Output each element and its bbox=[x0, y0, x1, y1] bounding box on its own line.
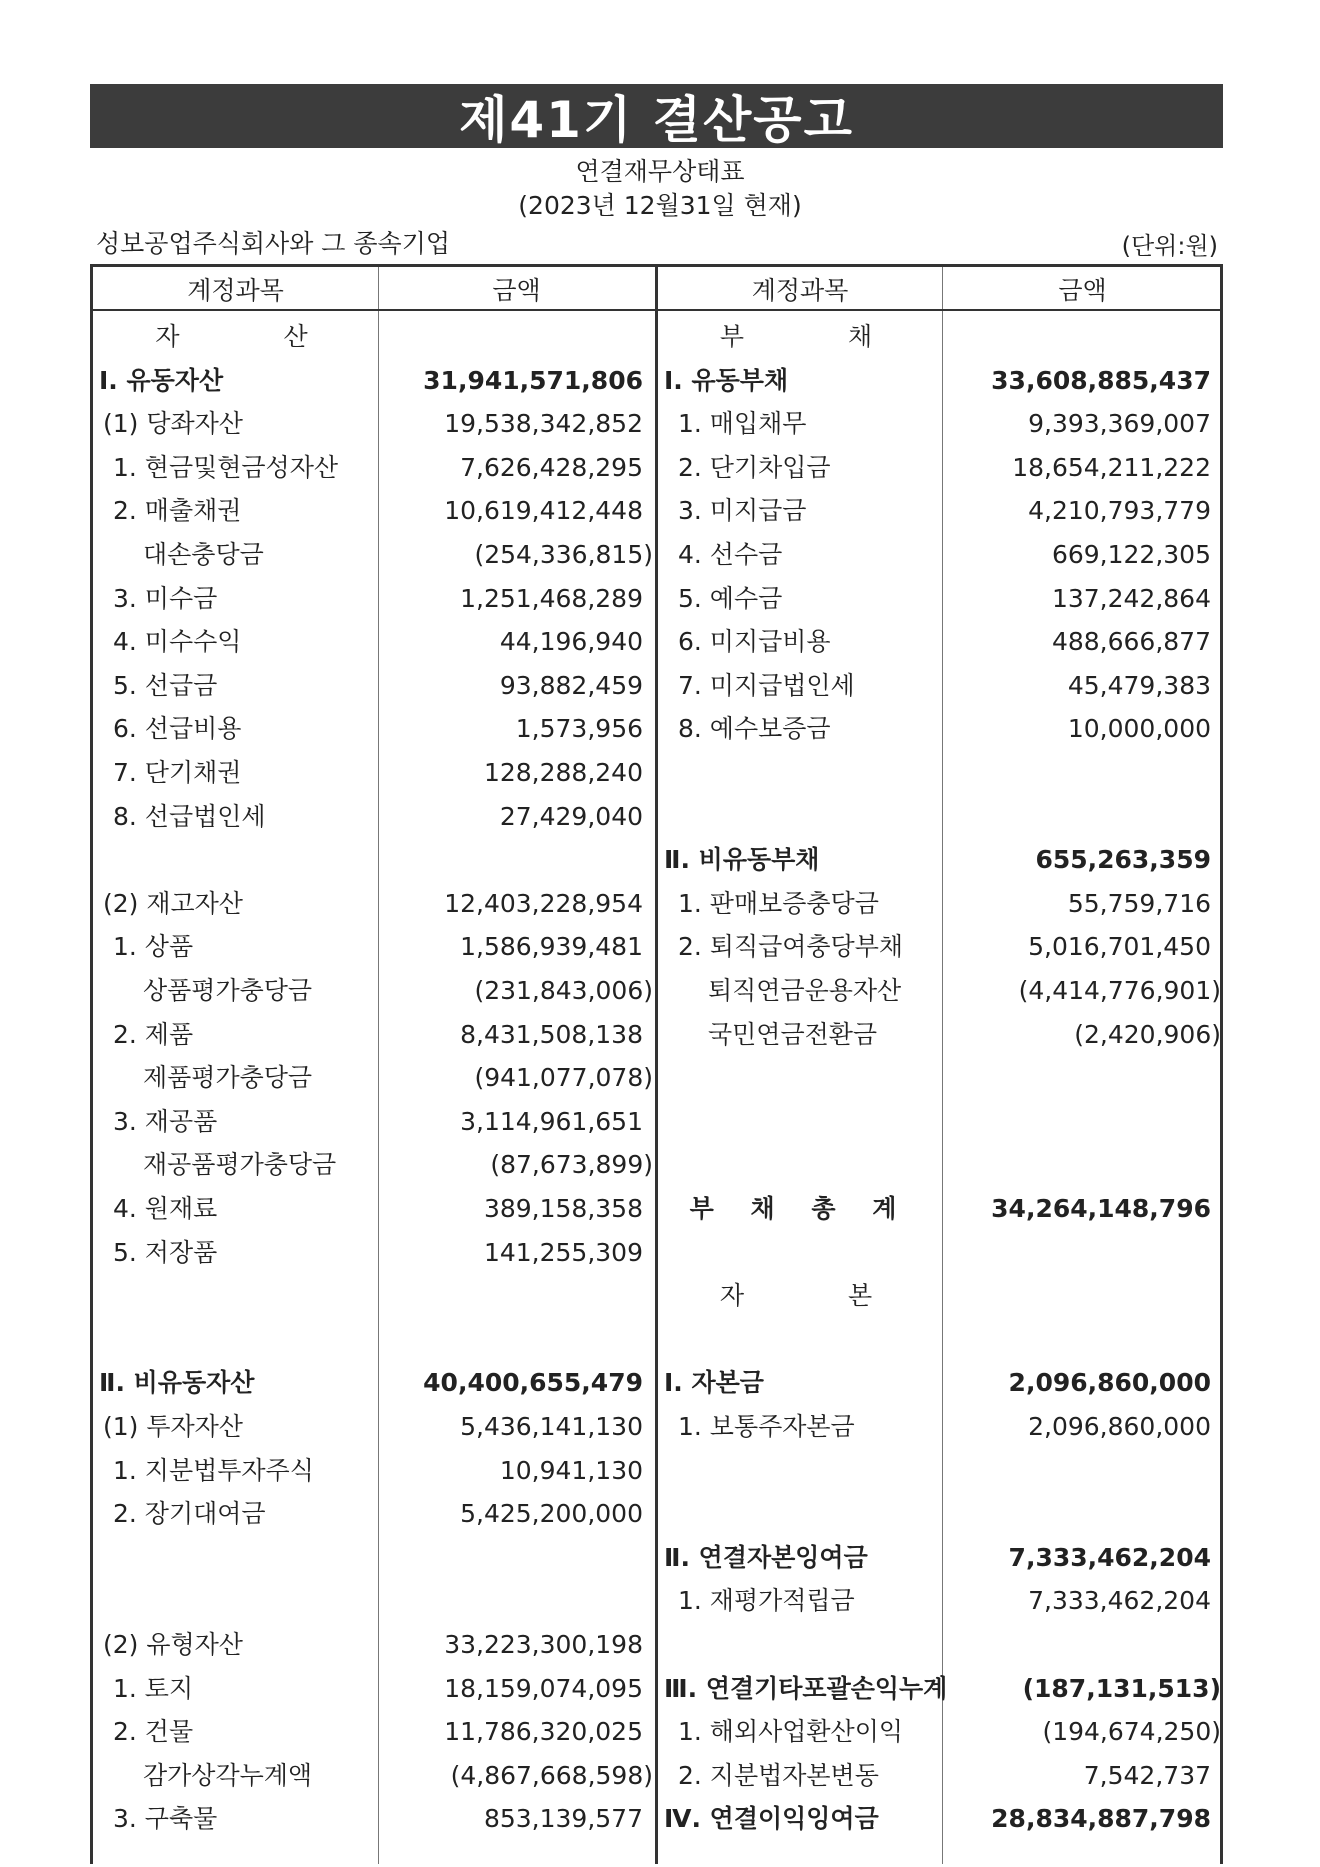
right-amount-value: 655,263,359 bbox=[1035, 845, 1211, 875]
left-account-label: 4. 원재료 bbox=[113, 1194, 218, 1223]
left-account-label: 7. 단기채권 bbox=[113, 758, 242, 787]
left-account-label: 제품평가충당금 bbox=[143, 1063, 313, 1093]
right-amount-value: (194,674,250) bbox=[1042, 1717, 1221, 1747]
left-amount-value: (87,673,899) bbox=[490, 1150, 653, 1180]
right-amount-value: 28,834,887,798 bbox=[991, 1804, 1211, 1834]
right-amount-value: 2,096,860,000 bbox=[1008, 1368, 1211, 1398]
left-amount-value: (254,336,815) bbox=[474, 540, 653, 569]
right-account-label: 1. 매입채무 bbox=[678, 409, 807, 439]
right-amount-value: 5,016,701,450 bbox=[1028, 932, 1211, 962]
header-account-left: 계정과목 bbox=[187, 276, 284, 305]
left-account-label: Ⅱ. 비유동자산 bbox=[99, 1368, 255, 1398]
left-amount-value: 8,431,508,138 bbox=[460, 1019, 643, 1049]
left-account-label: 8. 선급법인세 bbox=[113, 801, 266, 831]
right-section-heading: 부 채 bbox=[719, 322, 921, 351]
left-account-label: 2. 건물 bbox=[113, 1717, 194, 1747]
center-divider bbox=[655, 267, 658, 1864]
left-amount-value: (231,843,006) bbox=[474, 976, 653, 1005]
header-rule bbox=[93, 309, 1220, 311]
right-account-label: Ⅱ. 연결자본잉여금 bbox=[664, 1542, 868, 1572]
statement-name: 연결재무상태표 bbox=[575, 157, 745, 186]
right-amount-value: (4,414,776,901) bbox=[1018, 976, 1221, 1005]
right-amount-value: (2,420,906) bbox=[1074, 1019, 1221, 1049]
left-amount-value: 44,196,940 bbox=[499, 627, 643, 657]
left-account-label: 2. 매출채권 bbox=[113, 496, 242, 526]
left-amount-value: (941,077,078) bbox=[474, 1063, 653, 1093]
right-account-label: 2. 지분법자본변동 bbox=[678, 1760, 879, 1790]
left-amount-value: 40,400,655,479 bbox=[423, 1368, 643, 1398]
right-section-heading: 자 본 bbox=[719, 1281, 921, 1311]
right-account-label: 1. 판매보증충당금 bbox=[678, 888, 879, 918]
left-account-label: 대손충당금 bbox=[143, 540, 264, 569]
right-amount-value: 34,264,148,796 bbox=[991, 1194, 1211, 1223]
left-amount-value: 33,223,300,198 bbox=[444, 1630, 643, 1659]
right-account-label: 3. 미지급금 bbox=[678, 496, 807, 526]
left-amount-value: 7,626,428,295 bbox=[460, 452, 643, 482]
company-name: 성보공업주식회사와 그 종속기업 bbox=[96, 229, 450, 258]
left-amount-value: (4,867,668,598) bbox=[450, 1760, 653, 1790]
right-amount-value: 669,122,305 bbox=[1051, 540, 1211, 569]
left-account-label: 3. 구축물 bbox=[113, 1804, 218, 1834]
right-amount-value: 18,654,211,222 bbox=[1012, 452, 1211, 482]
right-account-label: 부 채 총 계 bbox=[689, 1194, 911, 1223]
left-amount-value: 12,403,228,954 bbox=[444, 888, 643, 918]
left-account-label: 3. 미수금 bbox=[113, 583, 218, 613]
left-amount-value: 10,619,412,448 bbox=[444, 496, 643, 526]
left-amount-value: 11,786,320,025 bbox=[444, 1717, 643, 1747]
right-account-label: 2. 단기차입금 bbox=[678, 452, 831, 482]
left-amount-value: 128,288,240 bbox=[483, 758, 643, 787]
left-account-label: 1. 현금및현금성자산 bbox=[113, 452, 338, 482]
right-account-label: 2. 퇴직급여충당부채 bbox=[678, 932, 903, 962]
right-account-label: Ⅱ. 비유동부채 bbox=[664, 845, 820, 875]
left-amount-value: 27,429,040 bbox=[499, 801, 643, 831]
right-amount-value: 9,393,369,007 bbox=[1028, 409, 1211, 439]
left-account-label: 2. 장기대여금 bbox=[113, 1499, 266, 1529]
left-account-label: 상품평가충당금 bbox=[143, 976, 313, 1005]
right-amount-value: 10,000,000 bbox=[1067, 714, 1211, 744]
left-account-label: (1) 투자자산 bbox=[103, 1412, 243, 1441]
right-account-label: 7. 미지급법인세 bbox=[678, 670, 855, 700]
left-amount-value: 853,139,577 bbox=[483, 1804, 643, 1834]
left-account-label: 감가상각누계액 bbox=[143, 1760, 313, 1790]
left-amount-value: 1,573,956 bbox=[515, 714, 643, 744]
left-amount-value: 1,586,939,481 bbox=[460, 932, 643, 962]
page-title: 제41기 결산공고 bbox=[459, 91, 854, 149]
left-account-label: 1. 상품 bbox=[113, 932, 194, 962]
left-account-label: 2. 제품 bbox=[113, 1019, 194, 1049]
right-account-label: 5. 예수금 bbox=[678, 583, 783, 613]
right-amount-value: 2,096,860,000 bbox=[1028, 1412, 1211, 1441]
left-account-label: 1. 토지 bbox=[113, 1673, 194, 1703]
left-account-label: 1. 지분법투자주식 bbox=[113, 1455, 314, 1485]
left-amount-value: 389,158,358 bbox=[483, 1194, 643, 1223]
left-account-label: 6. 선급비용 bbox=[113, 714, 242, 744]
right-amount-value: 7,333,462,204 bbox=[1028, 1586, 1211, 1616]
left-amount-value: 19,538,342,852 bbox=[444, 409, 643, 439]
left-amount-value: 5,436,141,130 bbox=[460, 1412, 643, 1441]
left-amount-value: 1,251,468,289 bbox=[460, 583, 643, 613]
header-account-right: 계정과목 bbox=[751, 276, 849, 305]
left-amount-value: 31,941,571,806 bbox=[423, 365, 643, 395]
right-account-label: 4. 선수금 bbox=[678, 540, 783, 569]
right-amount-value: 55,759,716 bbox=[1067, 888, 1211, 918]
right-account-label: 국민연금전환금 bbox=[708, 1019, 878, 1049]
right-account-label: 1. 보통주자본금 bbox=[678, 1412, 855, 1441]
right-account-label: 퇴직연금운용자산 bbox=[708, 976, 902, 1005]
left-amount-value: 3,114,961,651 bbox=[460, 1106, 643, 1136]
left-amount-value: 93,882,459 bbox=[499, 670, 643, 700]
left-amount-value: 5,425,200,000 bbox=[460, 1499, 643, 1529]
balance-sheet-table bbox=[90, 264, 1223, 1864]
right-account-label: Ⅰ. 유동부채 bbox=[664, 365, 789, 395]
header-amount-left: 금액 bbox=[492, 276, 541, 305]
left-amount-value: 18,159,074,095 bbox=[444, 1673, 643, 1703]
right-amount-value: (187,131,513) bbox=[1022, 1673, 1221, 1703]
left-account-label: 4. 미수수익 bbox=[113, 627, 242, 657]
left-account-label: 5. 저장품 bbox=[113, 1237, 218, 1267]
right-amount-value: 45,479,383 bbox=[1067, 670, 1211, 700]
unit-label: (단위:원) bbox=[1121, 232, 1218, 260]
right-account-label: 1. 해외사업환산이익 bbox=[678, 1717, 903, 1747]
left-account-label: Ⅰ. 유동자산 bbox=[99, 365, 224, 395]
right-amount-value: 488,666,877 bbox=[1051, 627, 1211, 657]
left-account-label: 5. 선급금 bbox=[113, 670, 218, 700]
statement-date: (2023년 12월31일 현재) bbox=[518, 191, 802, 220]
left-account-label: 3. 재공품 bbox=[113, 1106, 218, 1136]
left-account-label: (1) 당좌자산 bbox=[103, 409, 243, 439]
header-amount-right: 금액 bbox=[1058, 276, 1107, 305]
right-account-label: 8. 예수보증금 bbox=[678, 714, 831, 744]
left-account-label: (2) 재고자산 bbox=[103, 888, 243, 918]
right-amount-value: 137,242,864 bbox=[1051, 583, 1211, 613]
right-account-label: Ⅳ. 연결이익잉여금 bbox=[664, 1804, 879, 1834]
title-banner bbox=[90, 84, 1223, 148]
right-amount-value: 4,210,793,779 bbox=[1028, 496, 1211, 526]
right-amount-value: 7,333,462,204 bbox=[1008, 1542, 1211, 1572]
right-amount-value: 7,542,737 bbox=[1083, 1760, 1211, 1790]
left-section-heading: 자 산 bbox=[155, 322, 356, 351]
right-account-label: 6. 미지급비용 bbox=[678, 627, 831, 657]
left-amount-value: 10,941,130 bbox=[499, 1455, 643, 1485]
right-account-label: Ⅰ. 자본금 bbox=[664, 1368, 764, 1398]
right-account-label: 1. 재평가적립금 bbox=[678, 1586, 855, 1616]
right-account-label: Ⅲ. 연결기타포괄손익누계 bbox=[664, 1673, 948, 1703]
right-amount-value: 33,608,885,437 bbox=[991, 365, 1211, 395]
left-account-label: 재공품평가충당금 bbox=[143, 1150, 337, 1180]
left-account-label: (2) 유형자산 bbox=[103, 1630, 243, 1659]
left-amount-value: 141,255,309 bbox=[483, 1237, 643, 1267]
